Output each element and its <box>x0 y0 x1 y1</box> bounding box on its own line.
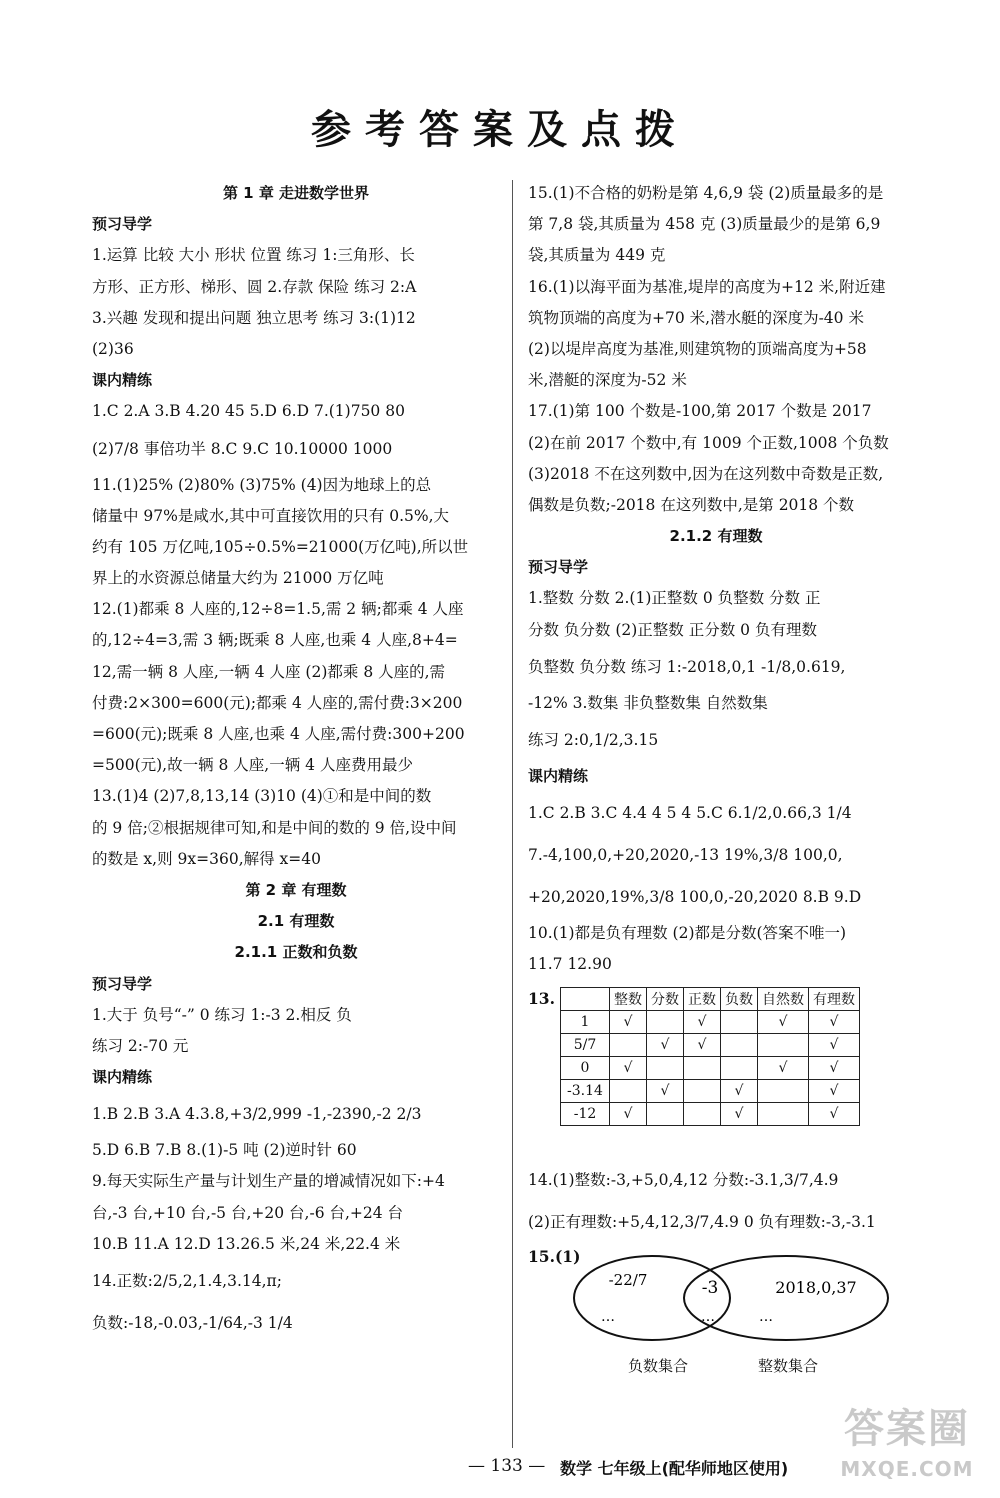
answer-line: =600(元);既乘 8 人座,也乘 4 人座,需付费:300+200 <box>92 725 465 743</box>
negative-set-caption: 负数集合 <box>628 1356 689 1375</box>
table-cell: √ <box>809 1056 860 1079</box>
answer-line: 的,12÷4=3,需 3 辆;既乘 8 人座,也乘 4 人座,8+4= <box>92 631 458 650</box>
subsection-label: 预习导学 <box>92 974 153 993</box>
answer-line: 14.(1)整数:-3,+5,0,4,12 分数:-3.1,3/7,4.9 <box>528 1170 839 1189</box>
venn-diagram-block <box>528 1243 904 1355</box>
answer-line: 12.(1)都乘 8 人座的,12÷8=1.5,需 2 辆;都乘 4 人座 <box>92 600 464 619</box>
number-classification-table <box>560 987 860 1126</box>
section-heading: 第 2 章 有理数 <box>245 880 347 899</box>
answer-line: 第 7,8 袋,其质量为 458 克 (3)质量最少的是第 6,9 <box>528 215 881 234</box>
page-title: 参考答案及点拨 <box>311 107 689 153</box>
table-row <box>561 1010 860 1033</box>
answer-line: 练习 2:-70 元 <box>92 1036 189 1055</box>
answer-line: 偶数是负数;-2018 在这列数中,是第 2018 个数 <box>528 495 855 514</box>
number-classification-table-block <box>528 987 904 1159</box>
venn-middle-value: -3 <box>701 1277 719 1298</box>
subsection-label: 预习导学 <box>528 558 589 577</box>
answer-line: 付费:2×300=600(元);都乘 4 人座的,需付费:3×200 <box>92 693 463 712</box>
answer-line: 负数:-18,-0.03,-1/64,-3 1/4 <box>92 1314 293 1332</box>
table-row-header: -12 <box>561 1102 610 1125</box>
right-after-lines <box>528 1159 904 1243</box>
negative-set-ellipse <box>574 1256 730 1340</box>
table-header-cell: 整数 <box>610 987 647 1010</box>
table-cell <box>721 1033 758 1056</box>
table-cell <box>758 1079 809 1102</box>
venn-right-dots: … <box>759 1308 773 1325</box>
table-row <box>561 1056 860 1079</box>
book-info: 数学 七年级上(配华师地区使用) <box>560 1459 789 1478</box>
table-cell <box>721 1010 758 1033</box>
section-heading: 2.1 有理数 <box>257 912 335 931</box>
answer-line: 分数 负分数 (2)正整数 正分数 0 负有理数 <box>528 620 817 639</box>
answer-line: 13.(1)4 (2)7,8,13,14 (3)10 (4)①和是中间的数 <box>92 787 432 806</box>
table-cell: √ <box>809 1033 860 1056</box>
answer-line: (2)在前 2017 个数中,有 1009 个正数,1008 个负数 <box>528 433 889 452</box>
answer-line: (2)以堤岸高度为基准,则建筑物的顶端高度为+58 <box>528 339 867 358</box>
answer-line: 的数是 x,则 9x=360,解得 x=40 <box>92 849 322 868</box>
answer-line: 储量中 97%是咸水,其中可直接饮用的只有 0.5%,大 <box>92 506 450 525</box>
table-cell <box>647 1102 684 1125</box>
watermark-logo <box>822 1402 992 1494</box>
table-cell: √ <box>758 1056 809 1079</box>
table-cell <box>610 1079 647 1102</box>
table-row-header: -3.14 <box>561 1079 610 1102</box>
integer-set-caption: 整数集合 <box>758 1356 819 1375</box>
answer-line: +20,2020,19%,3/8 100,0,-20,2020 8.B 9.D <box>528 888 862 907</box>
answer-line: 10.B 11.A 12.D 13.26.5 米,24 米,22.4 米 <box>92 1234 401 1253</box>
table-row <box>561 1102 860 1125</box>
answer-line: 1.整数 分数 2.(1)正整数 0 负整数 分数 正 <box>528 589 821 608</box>
answer-line: 16.(1)以海平面为基准,堤岸的高度为+12 米,附近建 <box>528 277 886 296</box>
answer-line: (3)2018 不在这列数中,因为在这列数中奇数是正数, <box>528 464 884 483</box>
answer-line: 1.大于 负号“-” 0 练习 1:-3 2.相反 负 <box>92 1005 352 1024</box>
table-cell: √ <box>610 1056 647 1079</box>
answer-line: 界上的水资源总储量大约为 21000 万亿吨 <box>92 569 384 588</box>
integer-set-ellipse <box>684 1256 888 1340</box>
venn-middle-dots: … <box>701 1308 715 1325</box>
subsection-label: 课内精练 <box>92 371 153 390</box>
answer-line: 11.(1)25% (2)80% (3)75% (4)因为地球上的总 <box>92 475 432 494</box>
table-row <box>561 1033 860 1056</box>
answer-line: 1.B 2.B 3.A 4.3.8,+3/2,999 -1,-2390,-2 2/3 <box>92 1105 422 1124</box>
answer-line: 3.兴趣 发现和提出问题 独立思考 练习 3:(1)12 <box>92 308 416 327</box>
table-header-cell: 负数 <box>721 987 758 1010</box>
answer-line: 11.7 12.90 <box>528 955 612 974</box>
answer-line: 袋,其质量为 449 克 <box>528 246 666 265</box>
table-cell: √ <box>647 1079 684 1102</box>
answer-line: 10.(1)都是负有理数 (2)都是分数(答案不唯一) <box>528 924 847 943</box>
table-row-header: 1 <box>561 1010 610 1033</box>
table-cell <box>684 1056 721 1079</box>
column-divider <box>512 180 513 1448</box>
subsection-label: 课内精练 <box>528 767 589 785</box>
answer-line: 1.C 2.B 3.C 4.4 4 5 4 5.C 6.1/2,0.66,3 1/4 <box>528 804 852 823</box>
table-cell: √ <box>721 1102 758 1125</box>
section-heading: 第 1 章 走进数学世界 <box>222 184 370 202</box>
answer-line: 负整数 负分数 练习 1:-2018,0,1 -1/8,0.619, <box>528 657 846 676</box>
answer-line: 15.(1)不合格的奶粉是第 4,6,9 袋 (2)质量最多的是 <box>528 184 884 202</box>
section-heading: 2.1.2 有理数 <box>669 527 763 546</box>
answer-line: 的 9 倍;②根据规律可知,和是中间的数的 9 倍,设中间 <box>92 818 457 837</box>
answer-line: 7.-4,100,0,+20,2020,-13 19%,3/8 100,0, <box>528 846 843 865</box>
venn-left-value: -22/7 <box>608 1270 648 1289</box>
right-column <box>528 178 904 1383</box>
answer-line: 筑物顶端的高度为+70 米,潜水艇的深度为-40 米 <box>528 308 864 327</box>
table-row-header: 5/7 <box>561 1033 610 1056</box>
table-cell: √ <box>721 1079 758 1102</box>
table-cell: √ <box>809 1079 860 1102</box>
answer-line: 米,潜艇的深度为-52 米 <box>528 371 687 390</box>
table-header-cell: 自然数 <box>758 987 809 1010</box>
table-label: 13. <box>528 988 555 1008</box>
table-header-row <box>561 987 860 1010</box>
table-cell: √ <box>758 1010 809 1033</box>
table-cell <box>758 1033 809 1056</box>
table-header-cell: 分数 <box>647 987 684 1010</box>
table-cell: √ <box>684 1033 721 1056</box>
venn-left-dots: … <box>601 1308 615 1325</box>
subsection-label: 预习导学 <box>92 215 153 234</box>
answer-line: 9.每天实际生产量与计划生产量的增减情况如下:+4 <box>92 1172 445 1191</box>
table-cell: √ <box>647 1033 684 1056</box>
answer-line: -12% 3.数集 非负整数集 自然数集 <box>528 693 768 712</box>
venn-captions <box>528 1355 904 1383</box>
table-cell: √ <box>610 1102 647 1125</box>
table-cell: √ <box>610 1010 647 1033</box>
table-cell <box>721 1056 758 1079</box>
section-heading: 2.1.1 正数和负数 <box>234 943 358 962</box>
table-cell: √ <box>684 1010 721 1033</box>
table-cell: √ <box>809 1010 860 1033</box>
answer-line: 17.(1)第 100 个数是-100,第 2017 个数是 2017 <box>528 402 872 421</box>
answer-line: (2)7/8 事倍功半 8.C 9.C 10.10000 1000 <box>92 439 393 458</box>
table-cell <box>647 1010 684 1033</box>
table-cell <box>610 1033 647 1056</box>
answer-line: 12,需一辆 8 人座,一辆 4 人座 (2)都乘 8 人座的,需 <box>92 662 446 681</box>
subsection-label: 课内精练 <box>92 1068 153 1087</box>
answer-line: 台,-3 台,+10 台,-5 台,+20 台,-6 台,+24 台 <box>92 1203 404 1222</box>
answer-line: 练习 2:0,1/2,3.15 <box>528 731 659 749</box>
answer-line: (2)正有理数:+5,4,12,3/7,4.9 0 负有理数:-3,-3.1 <box>528 1212 876 1231</box>
answer-line: =500(元),故一辆 8 人座,一辆 4 人座费用最少 <box>92 756 413 775</box>
answer-line: 14.正数:2/5,2,1.4,3.14,π; <box>92 1272 282 1290</box>
table-row-header: 0 <box>561 1056 610 1079</box>
table-row <box>561 1079 860 1102</box>
table-header-cell <box>561 987 610 1010</box>
watermark-site-text: MXQE.COM <box>840 1457 974 1481</box>
venn-label: 15.(1) <box>528 1246 581 1266</box>
venn-right-value: 2018,0,37 <box>775 1277 857 1297</box>
answer-line: 约有 105 万亿吨,105÷0.5%=21000(万亿吨),所以世 <box>92 537 469 556</box>
answer-line: 1.C 2.A 3.B 4.20 45 5.D 6.D 7.(1)750 80 <box>92 402 405 421</box>
table-cell <box>684 1079 721 1102</box>
left-column <box>92 178 500 1344</box>
table-header-cell: 正数 <box>684 987 721 1010</box>
table-cell: √ <box>809 1102 860 1125</box>
answer-line: 方形、正方形、梯形、圆 2.存款 保险 练习 2:A <box>92 277 417 296</box>
answer-line: 5.D 6.B 7.B 8.(1)-5 吨 (2)逆时针 60 <box>92 1141 357 1160</box>
answer-line: 1.运算 比较 大小 形状 位置 练习 1:三角形、长 <box>92 246 415 265</box>
page-number: — 133 — <box>468 1456 546 1476</box>
table-header-cell: 有理数 <box>809 987 860 1010</box>
venn-diagram <box>528 1243 904 1355</box>
table-cell <box>684 1102 721 1125</box>
table-cell <box>647 1056 684 1079</box>
table-cell <box>758 1102 809 1125</box>
right-lines <box>528 178 904 981</box>
watermark-logo-text: 答案圈 <box>844 1406 970 1452</box>
answer-line: (2)36 <box>92 339 134 358</box>
